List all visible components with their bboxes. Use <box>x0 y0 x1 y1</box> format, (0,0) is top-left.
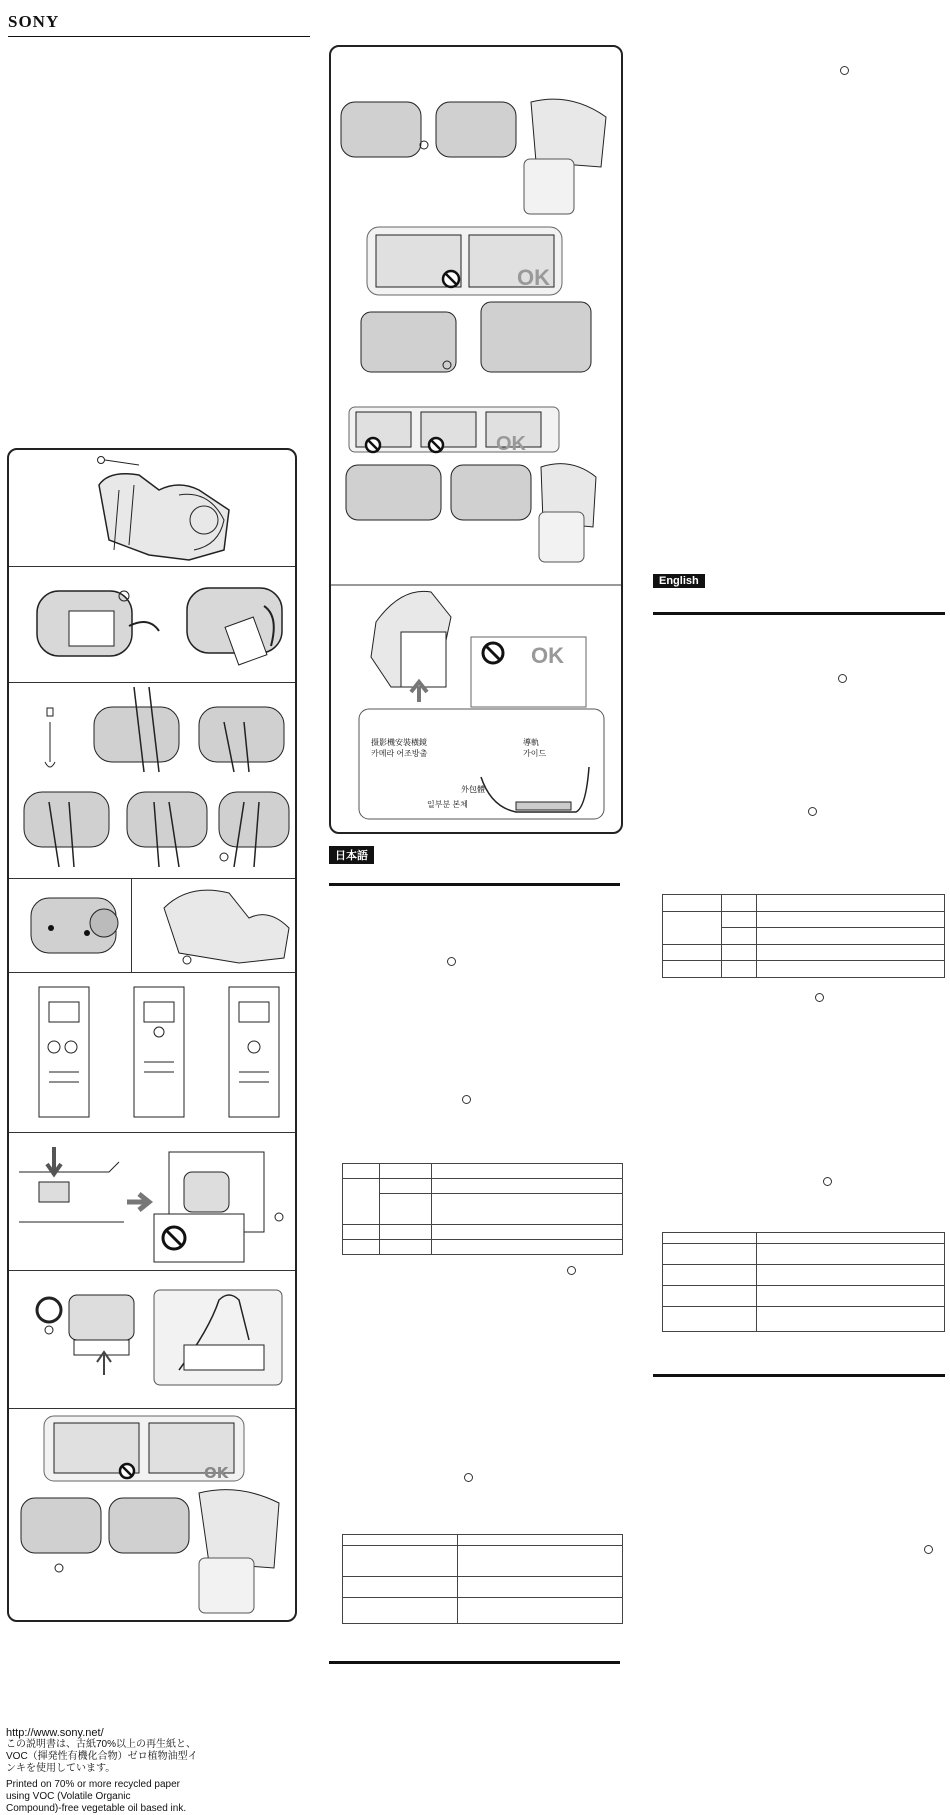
footer <box>6 1727 306 1815</box>
ref-circle <box>447 957 456 966</box>
english-table-2 <box>662 1232 945 1332</box>
english-table-1 <box>662 894 945 978</box>
footer-en-line-1: Printed on 70% or more recycled paper <box>6 1779 180 1790</box>
header-rule <box>8 36 310 37</box>
ref-circle <box>808 807 817 816</box>
middle-illustration-panel <box>329 45 623 834</box>
ref-circle <box>823 1177 832 1186</box>
footer-ja-line-3: ンキを使用しています。 <box>6 1763 116 1774</box>
ok-mark-2: OK <box>496 433 526 455</box>
label-cn-body: 外包體 <box>461 785 485 794</box>
ref-circle <box>462 1095 471 1104</box>
japanese-section-tag: 日本語 <box>329 846 374 864</box>
sony-logo: SONY <box>8 12 60 31</box>
illustration-step-7 <box>9 1270 295 1409</box>
footer-en-line-2: using VOC (Volatile Organic <box>6 1791 131 1802</box>
left-illustration-panel <box>7 448 297 1622</box>
japanese-table-1 <box>342 1163 623 1255</box>
illustration-step-3 <box>9 682 295 879</box>
ok-mark: OK <box>204 1464 229 1482</box>
english-section-rule <box>653 612 945 615</box>
illustration-step-8 <box>9 1408 295 1618</box>
illustration-step-5 <box>9 972 295 1133</box>
sony-url-link[interactable]: http://www.sony.net/ <box>6 1727 104 1739</box>
label-ko-guide: 가이드 <box>523 749 547 758</box>
label-ko-camera: 카메라 어조방출 <box>371 749 428 758</box>
japanese-section-rule <box>329 883 620 886</box>
illustration-step-1 <box>9 450 295 567</box>
english-section-tag: English <box>653 574 705 588</box>
illustration-step-6 <box>9 1132 295 1271</box>
english-end-rule <box>653 1374 945 1377</box>
ok-mark-3: OK <box>531 643 564 668</box>
footer-ja-line-1: この説明書は、古紙70%以上の再生紙と、 <box>6 1739 197 1750</box>
ref-circle <box>840 66 849 75</box>
illustration-step-4 <box>9 878 295 973</box>
footer-en-line-3: Compound)-free vegetable oil based ink. <box>6 1803 187 1814</box>
ok-mark-1: OK <box>517 265 550 290</box>
ref-circle <box>464 1473 473 1482</box>
footer-ja-line-2: VOC（揮発性有機化合物）ゼロ植物油型イ <box>6 1751 198 1762</box>
ref-circle <box>567 1266 576 1275</box>
label-cn-guide: 導軌 <box>523 738 539 747</box>
japanese-table-2 <box>342 1534 623 1624</box>
ref-circle <box>815 993 824 1002</box>
japanese-end-rule <box>329 1661 620 1664</box>
label-cn-camera: 摄影機安裝橫鏡 <box>371 738 427 747</box>
ref-circle <box>838 674 847 683</box>
label-ko-body: 일부분 본체 <box>427 800 468 809</box>
illustration-step-2 <box>9 566 295 683</box>
ref-circle <box>924 1545 933 1554</box>
